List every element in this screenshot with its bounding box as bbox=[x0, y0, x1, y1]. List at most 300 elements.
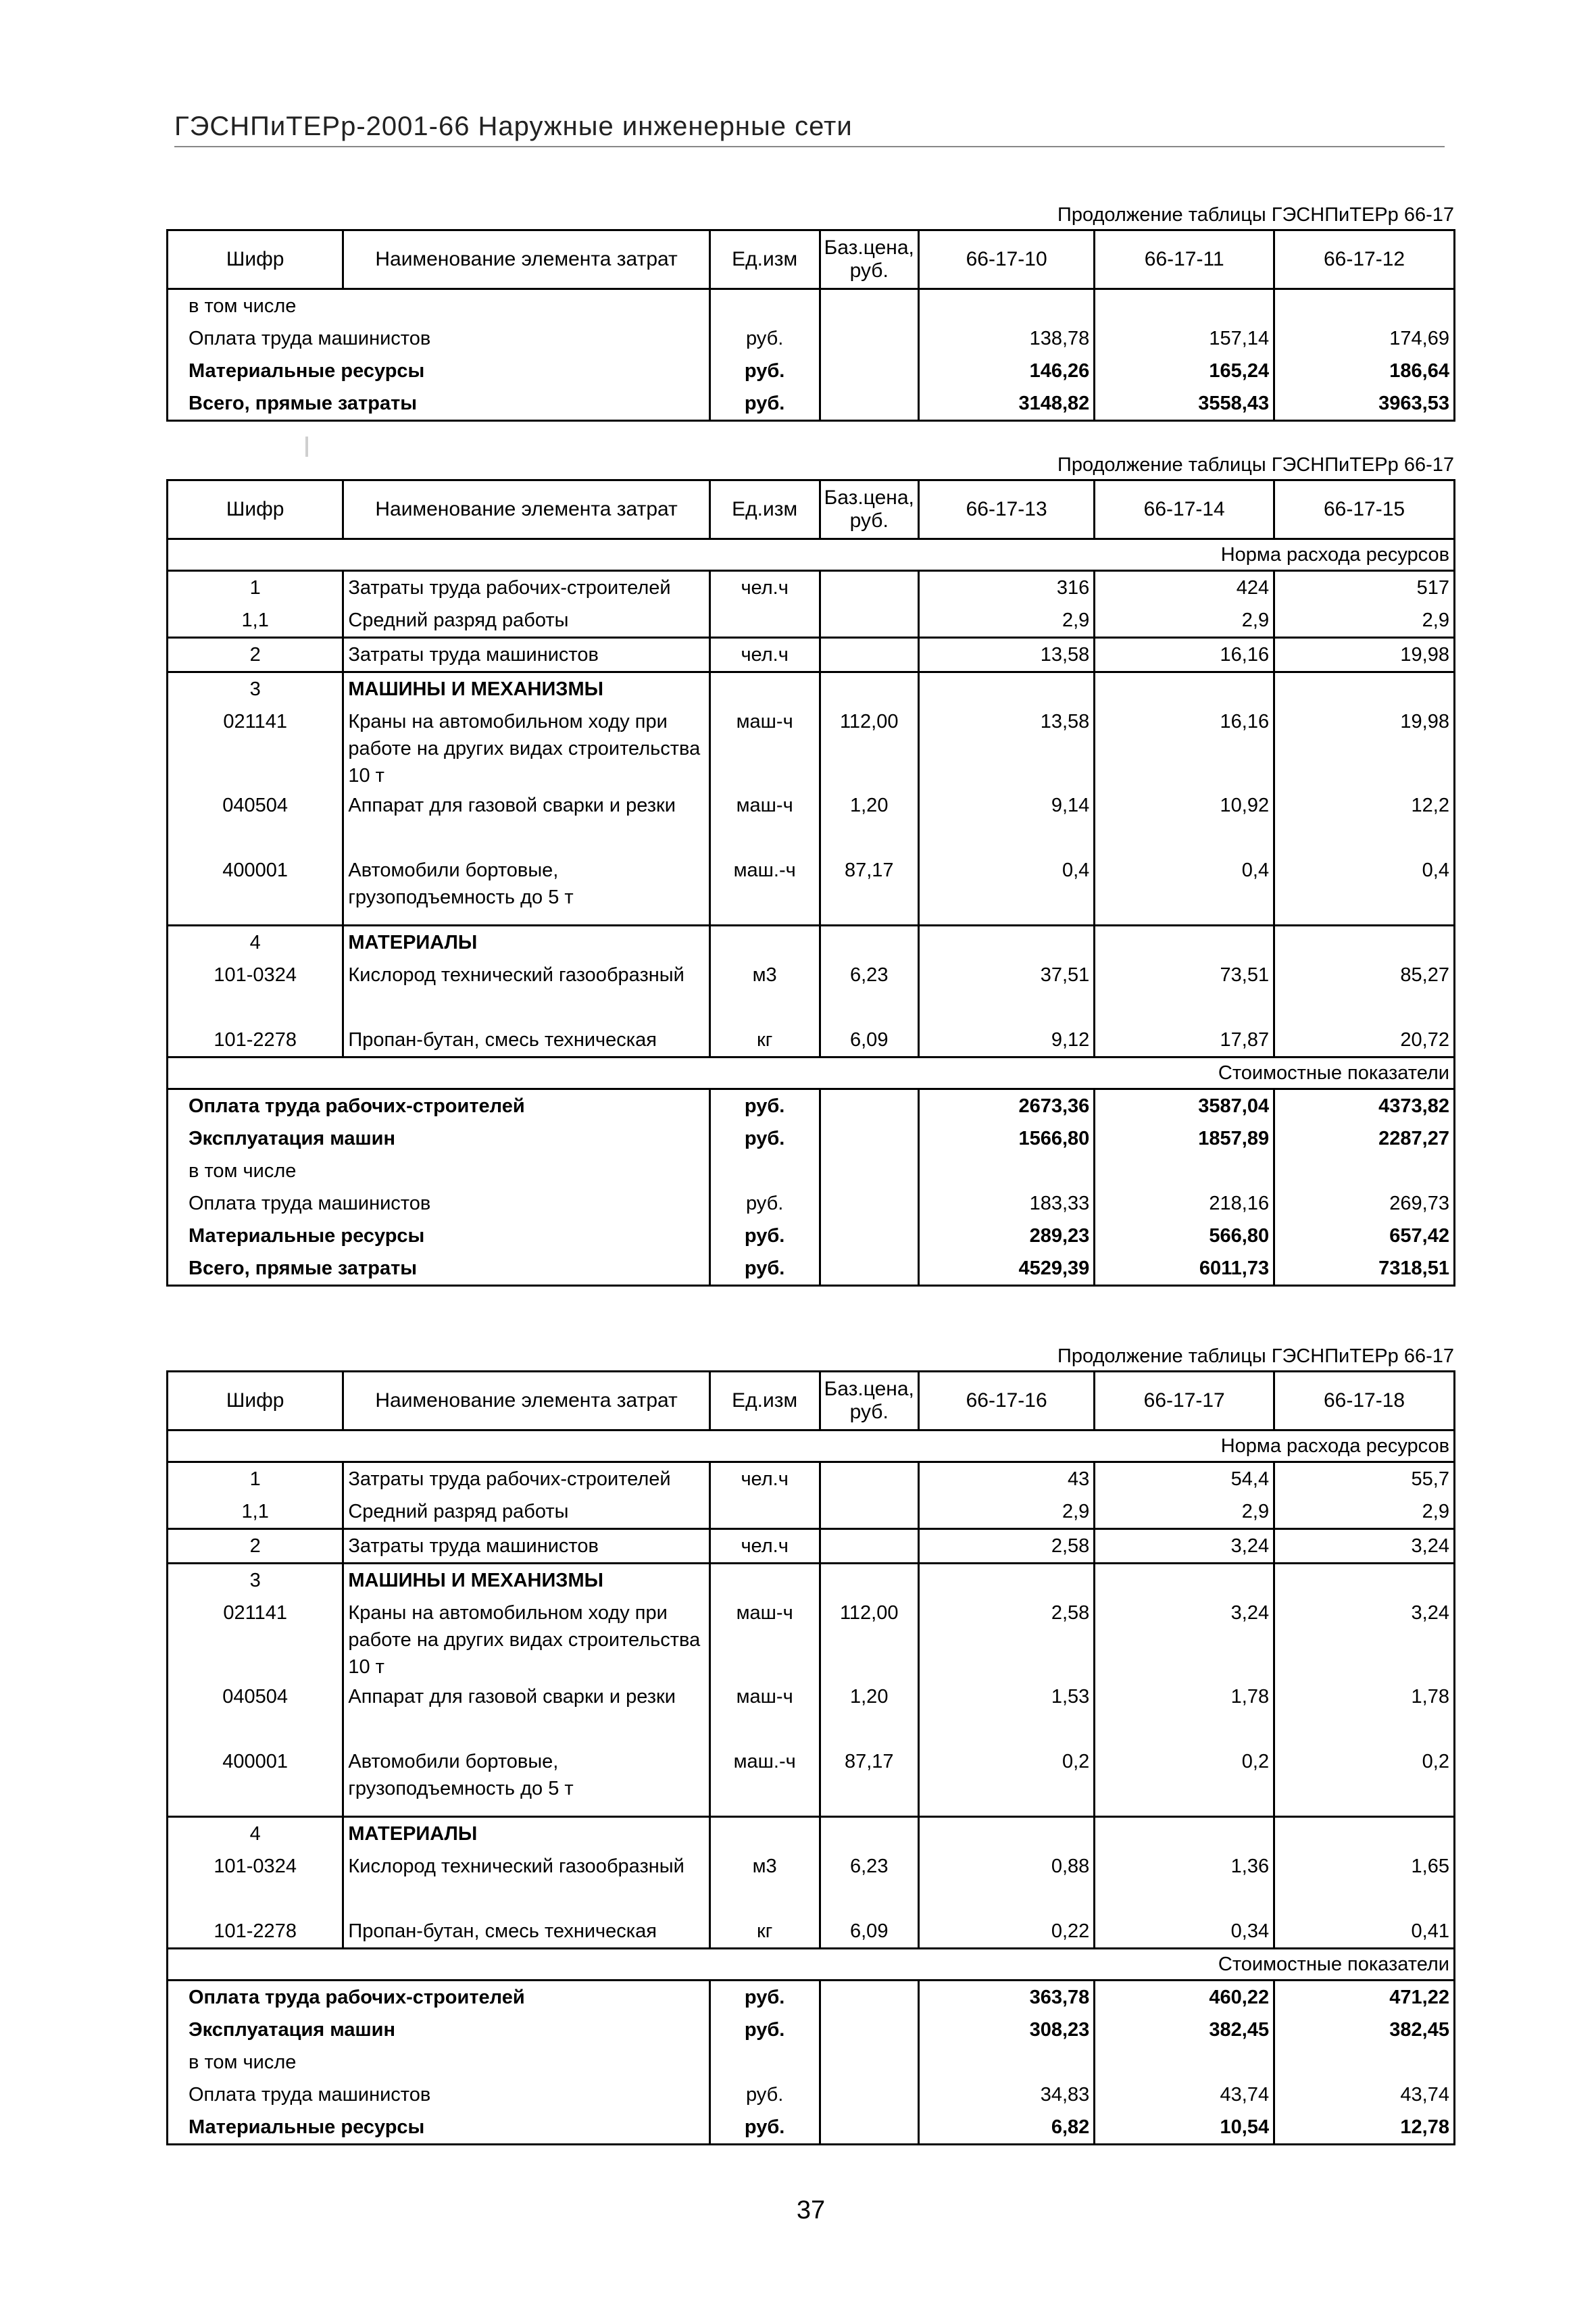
summary-value: 165,24 bbox=[1095, 355, 1274, 387]
summary-value: 34,83 bbox=[918, 2078, 1094, 2111]
summary-price bbox=[820, 322, 918, 355]
cell-value: 16,16 bbox=[1095, 705, 1274, 789]
cell-name: МАШИНЫ И МЕХАНИЗМЫ bbox=[343, 672, 709, 706]
cell-value: 73,51 bbox=[1095, 959, 1274, 1024]
section-row bbox=[168, 1057, 1455, 1089]
summary-value bbox=[1274, 1155, 1455, 1187]
section-label-norm: Норма расхода ресурсов bbox=[168, 1430, 1455, 1462]
cell-value: 10,92 bbox=[1095, 789, 1274, 854]
cell-value: 316 bbox=[918, 571, 1094, 605]
summary-value: 3963,53 bbox=[1274, 387, 1455, 421]
estimate-table bbox=[166, 229, 1455, 422]
summary-price bbox=[820, 1187, 918, 1220]
cell-value: 2,9 bbox=[1274, 604, 1455, 638]
cell-value: 2,9 bbox=[1095, 604, 1274, 638]
cell-price bbox=[820, 1495, 918, 1529]
estimate-table-block bbox=[166, 201, 1455, 422]
cell-value: 9,12 bbox=[918, 1024, 1094, 1057]
summary-value bbox=[1095, 1155, 1274, 1187]
summary-price bbox=[820, 1220, 918, 1252]
cell-unit: м3 bbox=[709, 959, 820, 1024]
cell-value: 0,88 bbox=[918, 1850, 1094, 1915]
cell-value: 2,9 bbox=[918, 604, 1094, 638]
summary-name: Материальные ресурсы bbox=[168, 1220, 710, 1252]
summary-price bbox=[820, 1122, 918, 1155]
summary-value: 12,78 bbox=[1274, 2111, 1455, 2145]
cell-price: 6,23 bbox=[820, 1850, 918, 1915]
cell-name: Пропан-бутан, смесь техническая bbox=[343, 1915, 709, 1949]
section-row bbox=[168, 1949, 1455, 1981]
summary-unit: руб. bbox=[709, 1981, 820, 2014]
summary-unit: руб. bbox=[709, 322, 820, 355]
column-header-unit: Ед.изм bbox=[709, 230, 820, 289]
cell-name: Аппарат для газовой сварки и резки bbox=[343, 789, 709, 854]
column-header-unit: Ед.изм bbox=[709, 480, 820, 539]
column-header-code: Шифр bbox=[168, 1372, 343, 1430]
column-header-code: Шифр bbox=[168, 230, 343, 289]
summary-price bbox=[820, 1155, 918, 1187]
cell-value: 0,22 bbox=[918, 1915, 1094, 1949]
summary-value: 174,69 bbox=[1274, 322, 1455, 355]
column-header-price: Баз.цена, руб. bbox=[820, 1372, 918, 1430]
summary-name: Материальные ресурсы bbox=[168, 355, 710, 387]
cell-value: 9,14 bbox=[918, 789, 1094, 854]
summary-value: 4529,39 bbox=[918, 1252, 1094, 1286]
summary-row bbox=[168, 2014, 1455, 2046]
summary-price bbox=[820, 355, 918, 387]
section-label-cost: Стоимостные показатели bbox=[168, 1057, 1455, 1089]
summary-unit: руб. bbox=[709, 1122, 820, 1155]
summary-value: 4373,82 bbox=[1274, 1089, 1455, 1123]
cell-price: 6,09 bbox=[820, 1915, 918, 1949]
table-row bbox=[168, 1745, 1455, 1817]
summary-value: 363,78 bbox=[918, 1981, 1094, 2014]
table-row bbox=[168, 1597, 1455, 1681]
cell-value: 0,4 bbox=[1274, 854, 1455, 926]
column-header-norm-code: 66-17-10 bbox=[918, 230, 1094, 289]
cell-price: 6,23 bbox=[820, 959, 918, 1024]
cell-code: 2 bbox=[168, 638, 343, 672]
column-header-name: Наименование элемента затрат bbox=[343, 1372, 709, 1430]
cell-value: 13,58 bbox=[918, 638, 1094, 672]
summary-value: 289,23 bbox=[918, 1220, 1094, 1252]
summary-row bbox=[168, 1122, 1455, 1155]
summary-value: 3148,82 bbox=[918, 387, 1094, 421]
cell-value bbox=[1274, 1817, 1455, 1851]
cell-price bbox=[820, 672, 918, 706]
summary-value: 1857,89 bbox=[1095, 1122, 1274, 1155]
summary-name: Эксплуатация машин bbox=[168, 2014, 710, 2046]
summary-value bbox=[918, 1155, 1094, 1187]
cell-name: МАШИНЫ И МЕХАНИЗМЫ bbox=[343, 1564, 709, 1597]
cell-code: 400001 bbox=[168, 854, 343, 926]
cell-value: 1,78 bbox=[1274, 1681, 1455, 1745]
cell-unit bbox=[709, 1564, 820, 1597]
table-row bbox=[168, 604, 1455, 638]
summary-name: в том числе bbox=[168, 289, 710, 323]
cell-value: 0,2 bbox=[918, 1745, 1094, 1817]
summary-value: 43,74 bbox=[1095, 2078, 1274, 2111]
table-row bbox=[168, 638, 1455, 672]
summary-value: 7318,51 bbox=[1274, 1252, 1455, 1286]
column-header-norm-code: 66-17-18 bbox=[1274, 1372, 1455, 1430]
page-header: ГЭСНПиТЕРр-2001-66 Наружные инженерные сети bbox=[174, 111, 1445, 147]
cell-code: 1 bbox=[168, 571, 343, 605]
column-header-norm-code: 66-17-14 bbox=[1095, 480, 1274, 539]
summary-value bbox=[1095, 2046, 1274, 2078]
cell-code: 3 bbox=[168, 672, 343, 706]
cell-value: 1,78 bbox=[1095, 1681, 1274, 1745]
cell-value: 3,24 bbox=[1274, 1597, 1455, 1681]
estimate-table bbox=[166, 1370, 1455, 2145]
summary-row bbox=[168, 2078, 1455, 2111]
column-header-norm-code: 66-17-15 bbox=[1274, 480, 1455, 539]
cell-value: 2,58 bbox=[918, 1597, 1094, 1681]
cell-unit: маш.-ч bbox=[709, 854, 820, 926]
table-row bbox=[168, 705, 1455, 789]
cell-name: Аппарат для газовой сварки и резки bbox=[343, 1681, 709, 1745]
cell-value: 20,72 bbox=[1274, 1024, 1455, 1057]
summary-value: 186,64 bbox=[1274, 355, 1455, 387]
summary-value bbox=[918, 289, 1094, 323]
cell-code: 3 bbox=[168, 1564, 343, 1597]
cell-name: Кислород технический газообразный bbox=[343, 959, 709, 1024]
summary-value bbox=[1095, 289, 1274, 323]
cell-value: 3,24 bbox=[1095, 1529, 1274, 1564]
column-header-code: Шифр bbox=[168, 480, 343, 539]
summary-value: 3558,43 bbox=[1095, 387, 1274, 421]
cell-value: 0,2 bbox=[1095, 1745, 1274, 1817]
summary-row bbox=[168, 355, 1455, 387]
summary-value: 308,23 bbox=[918, 2014, 1094, 2046]
cell-price bbox=[820, 638, 918, 672]
header-row bbox=[168, 230, 1455, 289]
cell-price: 1,20 bbox=[820, 1681, 918, 1745]
cell-value: 54,4 bbox=[1095, 1462, 1274, 1496]
cell-price: 87,17 bbox=[820, 854, 918, 926]
cell-unit bbox=[709, 1495, 820, 1529]
summary-unit: руб. bbox=[709, 2078, 820, 2111]
summary-name: Оплата труда машинистов bbox=[168, 322, 710, 355]
cell-value: 85,27 bbox=[1274, 959, 1455, 1024]
column-header-price: Баз.цена, руб. bbox=[820, 480, 918, 539]
summary-value: 1566,80 bbox=[918, 1122, 1094, 1155]
table-row bbox=[168, 959, 1455, 1024]
cell-name: Краны на автомобильном ходу при работе на других видах строительства 10 т bbox=[343, 705, 709, 789]
cell-code: 101-0324 bbox=[168, 1850, 343, 1915]
cell-unit bbox=[709, 1817, 820, 1851]
cell-code: 400001 bbox=[168, 1745, 343, 1817]
table-caption: Продолжение таблицы ГЭСНПиТЕРр 66-17 bbox=[1057, 454, 1454, 476]
summary-row bbox=[168, 289, 1455, 323]
estimate-table-block bbox=[166, 1342, 1455, 2145]
cell-value: 12,2 bbox=[1274, 789, 1455, 854]
summary-name: Материальные ресурсы bbox=[168, 2111, 710, 2145]
summary-row bbox=[168, 1252, 1455, 1286]
cell-value bbox=[1274, 926, 1455, 960]
cell-name: Средний разряд работы bbox=[343, 604, 709, 638]
summary-unit: руб. bbox=[709, 355, 820, 387]
table-row bbox=[168, 571, 1455, 605]
cell-name: Средний разряд работы bbox=[343, 1495, 709, 1529]
summary-unit bbox=[709, 289, 820, 323]
cell-value: 19,98 bbox=[1274, 638, 1455, 672]
cell-code: 101-0324 bbox=[168, 959, 343, 1024]
cell-value: 16,16 bbox=[1095, 638, 1274, 672]
cell-value: 0,34 bbox=[1095, 1915, 1274, 1949]
summary-value: 460,22 bbox=[1095, 1981, 1274, 2014]
cell-price bbox=[820, 1817, 918, 1851]
cell-value bbox=[918, 672, 1094, 706]
cell-name: Затраты труда рабочих-строителей bbox=[343, 571, 709, 605]
summary-price bbox=[820, 2111, 918, 2145]
cell-value: 3,24 bbox=[1274, 1529, 1455, 1564]
cell-name: Пропан-бутан, смесь техническая bbox=[343, 1024, 709, 1057]
cell-code: 1,1 bbox=[168, 604, 343, 638]
cell-price: 112,00 bbox=[820, 1597, 918, 1681]
summary-value bbox=[918, 2046, 1094, 2078]
cell-value bbox=[1274, 672, 1455, 706]
column-header-price: Баз.цена, руб. bbox=[820, 230, 918, 289]
cell-name: Кислород технический газообразный bbox=[343, 1850, 709, 1915]
cell-code: 1,1 bbox=[168, 1495, 343, 1529]
summary-name: в том числе bbox=[168, 1155, 710, 1187]
summary-price bbox=[820, 2078, 918, 2111]
summary-name: Всего, прямые затраты bbox=[168, 387, 710, 421]
cell-value: 2,9 bbox=[918, 1495, 1094, 1529]
cell-unit: маш-ч bbox=[709, 705, 820, 789]
cell-unit: чел.ч bbox=[709, 638, 820, 672]
summary-price bbox=[820, 289, 918, 323]
cell-code: 101-2278 bbox=[168, 1024, 343, 1057]
cell-value: 0,4 bbox=[918, 854, 1094, 926]
summary-name: Всего, прямые затраты bbox=[168, 1252, 710, 1286]
cell-value bbox=[1274, 1564, 1455, 1597]
summary-unit bbox=[709, 1155, 820, 1187]
cell-value bbox=[918, 1564, 1094, 1597]
cell-value: 0,2 bbox=[1274, 1745, 1455, 1817]
cell-code: 021141 bbox=[168, 705, 343, 789]
table-row bbox=[168, 1817, 1455, 1851]
cell-price: 6,09 bbox=[820, 1024, 918, 1057]
summary-price bbox=[820, 1981, 918, 2014]
cell-unit: чел.ч bbox=[709, 1529, 820, 1564]
cell-code: 4 bbox=[168, 1817, 343, 1851]
summary-value: 157,14 bbox=[1095, 322, 1274, 355]
column-header-norm-code: 66-17-16 bbox=[918, 1372, 1094, 1430]
cell-unit: маш-ч bbox=[709, 1681, 820, 1745]
column-header-norm-code: 66-17-11 bbox=[1095, 230, 1274, 289]
summary-name: в том числе bbox=[168, 2046, 710, 2078]
summary-name: Оплата труда рабочих-строителей bbox=[168, 1981, 710, 2014]
summary-value: 382,45 bbox=[1095, 2014, 1274, 2046]
cell-code: 2 bbox=[168, 1529, 343, 1564]
cell-unit: маш-ч bbox=[709, 1597, 820, 1681]
table-row bbox=[168, 1564, 1455, 1597]
summary-unit: руб. bbox=[709, 1252, 820, 1286]
cell-name: Краны на автомобильном ходу при работе на других видах строительства 10 т bbox=[343, 1597, 709, 1681]
summary-value: 183,33 bbox=[918, 1187, 1094, 1220]
summary-value: 218,16 bbox=[1095, 1187, 1274, 1220]
summary-value bbox=[1274, 289, 1455, 323]
cell-code: 040504 bbox=[168, 789, 343, 854]
cell-price bbox=[820, 1529, 918, 1564]
summary-unit: руб. bbox=[709, 2111, 820, 2145]
column-header-unit: Ед.изм bbox=[709, 1372, 820, 1430]
cell-price bbox=[820, 926, 918, 960]
table-caption: Продолжение таблицы ГЭСНПиТЕРр 66-17 bbox=[1057, 1345, 1454, 1367]
summary-unit: руб. bbox=[709, 1089, 820, 1123]
summary-name: Оплата труда машинистов bbox=[168, 1187, 710, 1220]
cell-unit bbox=[709, 604, 820, 638]
cell-price bbox=[820, 604, 918, 638]
cell-unit bbox=[709, 672, 820, 706]
summary-value: 138,78 bbox=[918, 322, 1094, 355]
cell-value: 55,7 bbox=[1274, 1462, 1455, 1496]
cell-name: МАТЕРИАЛЫ bbox=[343, 926, 709, 960]
section-label-cost: Стоимостные показатели bbox=[168, 1949, 1455, 1981]
table-caption: Продолжение таблицы ГЭСНПиТЕРр 66-17 bbox=[1057, 204, 1454, 226]
summary-value: 2673,36 bbox=[918, 1089, 1094, 1123]
cell-value: 19,98 bbox=[1274, 705, 1455, 789]
cell-value bbox=[1095, 1564, 1274, 1597]
cell-value: 424 bbox=[1095, 571, 1274, 605]
summary-row bbox=[168, 1155, 1455, 1187]
cell-value: 13,58 bbox=[918, 705, 1094, 789]
cell-code: 040504 bbox=[168, 1681, 343, 1745]
section-label-norm: Норма расхода ресурсов bbox=[168, 539, 1455, 571]
table-row bbox=[168, 1915, 1455, 1949]
cell-name: МАТЕРИАЛЫ bbox=[343, 1817, 709, 1851]
cell-name: Автомобили бортовые, грузоподъемность до 5 т bbox=[343, 1745, 709, 1817]
table-row bbox=[168, 1529, 1455, 1564]
table-row bbox=[168, 926, 1455, 960]
cell-price bbox=[820, 1564, 918, 1597]
table-row bbox=[168, 854, 1455, 926]
summary-value: 2287,27 bbox=[1274, 1122, 1455, 1155]
cell-value: 37,51 bbox=[918, 959, 1094, 1024]
cell-value: 17,87 bbox=[1095, 1024, 1274, 1057]
cell-value bbox=[1095, 1817, 1274, 1851]
summary-unit: руб. bbox=[709, 1220, 820, 1252]
table-row bbox=[168, 1024, 1455, 1057]
cell-value: 1,53 bbox=[918, 1681, 1094, 1745]
summary-value: 657,42 bbox=[1274, 1220, 1455, 1252]
table-row bbox=[168, 1681, 1455, 1745]
summary-unit: руб. bbox=[709, 1187, 820, 1220]
cell-code: 021141 bbox=[168, 1597, 343, 1681]
cell-value bbox=[1095, 926, 1274, 960]
summary-value: 3587,04 bbox=[1095, 1089, 1274, 1123]
cell-value: 0,4 bbox=[1095, 854, 1274, 926]
cell-name: Затраты труда машинистов bbox=[343, 1529, 709, 1564]
summary-unit bbox=[709, 2046, 820, 2078]
cell-unit bbox=[709, 926, 820, 960]
summary-value: 566,80 bbox=[1095, 1220, 1274, 1252]
summary-price bbox=[820, 1089, 918, 1123]
summary-value bbox=[1274, 2046, 1455, 2078]
cell-value: 3,24 bbox=[1095, 1597, 1274, 1681]
estimate-table-block bbox=[166, 451, 1455, 1287]
column-header-name: Наименование элемента затрат bbox=[343, 230, 709, 289]
summary-row bbox=[168, 322, 1455, 355]
header-row bbox=[168, 1372, 1455, 1430]
summary-row bbox=[168, 387, 1455, 421]
page-number: 37 bbox=[796, 2196, 826, 2224]
column-header-name: Наименование элемента затрат bbox=[343, 480, 709, 539]
summary-value: 43,74 bbox=[1274, 2078, 1455, 2111]
summary-row bbox=[168, 2046, 1455, 2078]
cell-unit: маш-ч bbox=[709, 789, 820, 854]
cell-code: 101-2278 bbox=[168, 1915, 343, 1949]
cell-value: 2,9 bbox=[1095, 1495, 1274, 1529]
summary-name: Оплата труда рабочих-строителей bbox=[168, 1089, 710, 1123]
cell-code: 4 bbox=[168, 926, 343, 960]
cell-unit: чел.ч bbox=[709, 571, 820, 605]
table-row bbox=[168, 1462, 1455, 1496]
cell-price: 112,00 bbox=[820, 705, 918, 789]
summary-value: 382,45 bbox=[1274, 2014, 1455, 2046]
summary-price bbox=[820, 387, 918, 421]
summary-value: 6,82 bbox=[918, 2111, 1094, 2145]
summary-value: 6011,73 bbox=[1095, 1252, 1274, 1286]
summary-row bbox=[168, 1187, 1455, 1220]
cell-name: Затраты труда рабочих-строителей bbox=[343, 1462, 709, 1496]
cell-price: 87,17 bbox=[820, 1745, 918, 1817]
cell-unit: м3 bbox=[709, 1850, 820, 1915]
cell-price: 1,20 bbox=[820, 789, 918, 854]
cell-value: 1,36 bbox=[1095, 1850, 1274, 1915]
table-row bbox=[168, 1850, 1455, 1915]
summary-price bbox=[820, 1252, 918, 1286]
summary-value: 10,54 bbox=[1095, 2111, 1274, 2145]
cell-price bbox=[820, 571, 918, 605]
column-header-norm-code: 66-17-17 bbox=[1095, 1372, 1274, 1430]
cell-value bbox=[1095, 672, 1274, 706]
summary-unit: руб. bbox=[709, 387, 820, 421]
cell-value bbox=[918, 926, 1094, 960]
summary-name: Эксплуатация машин bbox=[168, 1122, 710, 1155]
estimate-table bbox=[166, 479, 1455, 1287]
table-row bbox=[168, 1495, 1455, 1529]
header-row bbox=[168, 480, 1455, 539]
cell-value: 0,41 bbox=[1274, 1915, 1455, 1949]
cell-name: Автомобили бортовые, грузоподъемность до 5 т bbox=[343, 854, 709, 926]
cell-value: 43 bbox=[918, 1462, 1094, 1496]
table-row bbox=[168, 672, 1455, 706]
cell-name: Затраты труда машинистов bbox=[343, 638, 709, 672]
summary-value: 269,73 bbox=[1274, 1187, 1455, 1220]
column-header-norm-code: 66-17-12 bbox=[1274, 230, 1455, 289]
summary-unit: руб. bbox=[709, 2014, 820, 2046]
summary-price bbox=[820, 2046, 918, 2078]
section-row bbox=[168, 539, 1455, 571]
summary-row bbox=[168, 1089, 1455, 1123]
cell-code: 1 bbox=[168, 1462, 343, 1496]
section-row bbox=[168, 1430, 1455, 1462]
summary-value: 146,26 bbox=[918, 355, 1094, 387]
cell-unit: кг bbox=[709, 1024, 820, 1057]
column-header-norm-code: 66-17-13 bbox=[918, 480, 1094, 539]
summary-price bbox=[820, 2014, 918, 2046]
cell-price bbox=[820, 1462, 918, 1496]
cell-unit: кг bbox=[709, 1915, 820, 1949]
cell-value: 1,65 bbox=[1274, 1850, 1455, 1915]
cell-value bbox=[918, 1817, 1094, 1851]
summary-row bbox=[168, 1981, 1455, 2014]
summary-name: Оплата труда машинистов bbox=[168, 2078, 710, 2111]
summary-value: 471,22 bbox=[1274, 1981, 1455, 2014]
